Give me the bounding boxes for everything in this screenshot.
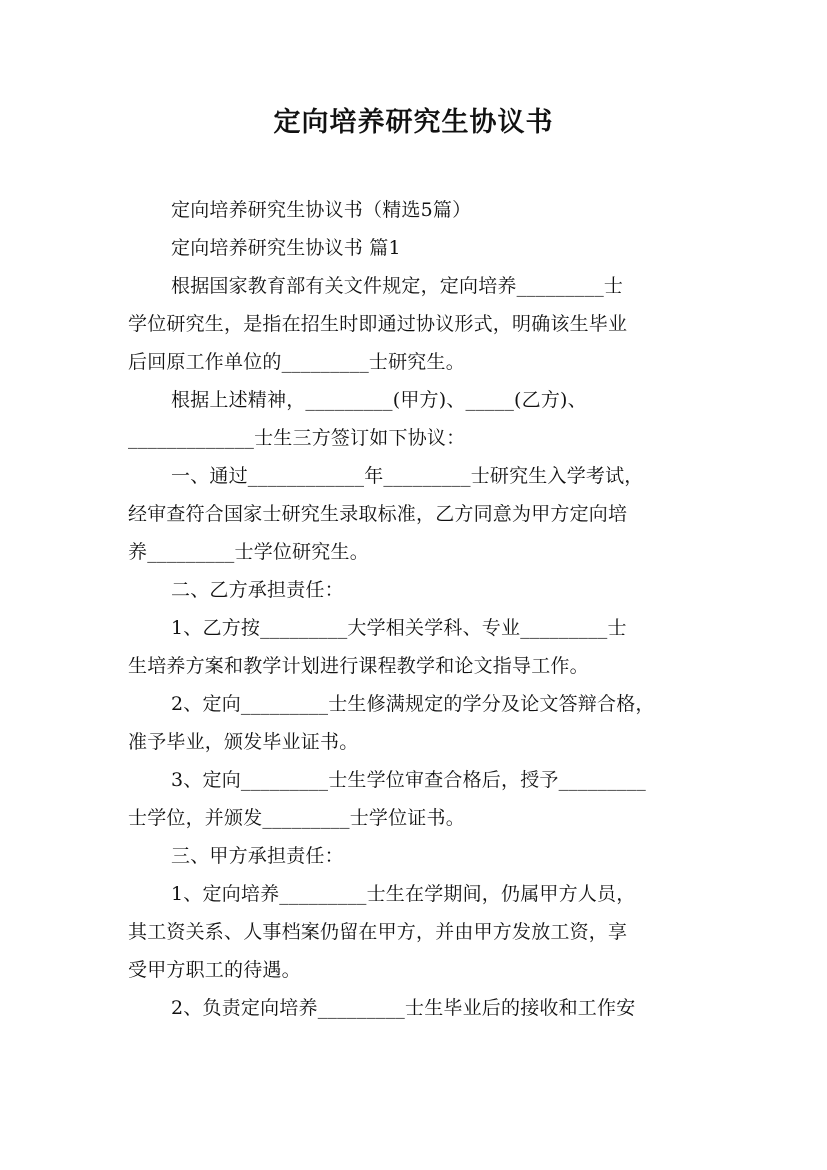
text-line: 学位研究生，是指在招生时即通过协议形式，明确该生毕业	[128, 313, 628, 335]
text-line: 其工资关系、人事档案仍留在甲方，并由甲方发放工资，享	[128, 921, 628, 943]
text-line: 后回原工作单位的_________士研究生。	[128, 351, 465, 373]
text-line: 养_________士学位研究生。	[128, 541, 369, 563]
text-line: 定向培养研究生协议书（精选5篇）	[171, 199, 472, 221]
text-line: 1、定向培养_________士生在学期间，仍属甲方人员，	[171, 883, 636, 905]
text-line: 二、乙方承担责任：	[171, 579, 344, 601]
text-line: 准予毕业，颁发毕业证书。	[128, 731, 359, 753]
text-line: 士学位，并颁发_________士学位证书。	[128, 807, 465, 829]
document-title: 定向培养研究生协议书	[273, 107, 554, 138]
text-line: 1、乙方按_________大学相关学科、专业_________士	[171, 617, 627, 639]
text-line: 定向培养研究生协议书 篇1	[171, 237, 401, 259]
text-line: 3、定向_________士生学位审查合格后，授予_________	[171, 769, 646, 791]
text-line: _____________士生三方签订如下协议：	[128, 427, 466, 449]
text-line: 经审查符合国家士研究生录取标准，乙方同意为甲方定向培	[128, 503, 628, 525]
text-line: 2、负责定向培养_________士生毕业后的接收和工作安	[171, 997, 636, 1019]
text-line: 2、定向_________士生修满规定的学分及论文答辩合格，	[171, 693, 655, 715]
text-line: 根据上述精神，_________(甲方)、_____(乙方)、	[171, 389, 587, 411]
text-line: 根据国家教育部有关文件规定，定向培养_________士	[171, 275, 624, 297]
text-line: 受甲方职工的待遇。	[128, 959, 301, 981]
text-line: 三、甲方承担责任：	[171, 845, 344, 867]
text-line: 一、通过____________年_________士研究生入学考试，	[171, 465, 644, 487]
text-line: 生培养方案和教学计划进行课程教学和论文指导工作。	[128, 655, 589, 677]
document-body	[128, 196, 708, 1032]
